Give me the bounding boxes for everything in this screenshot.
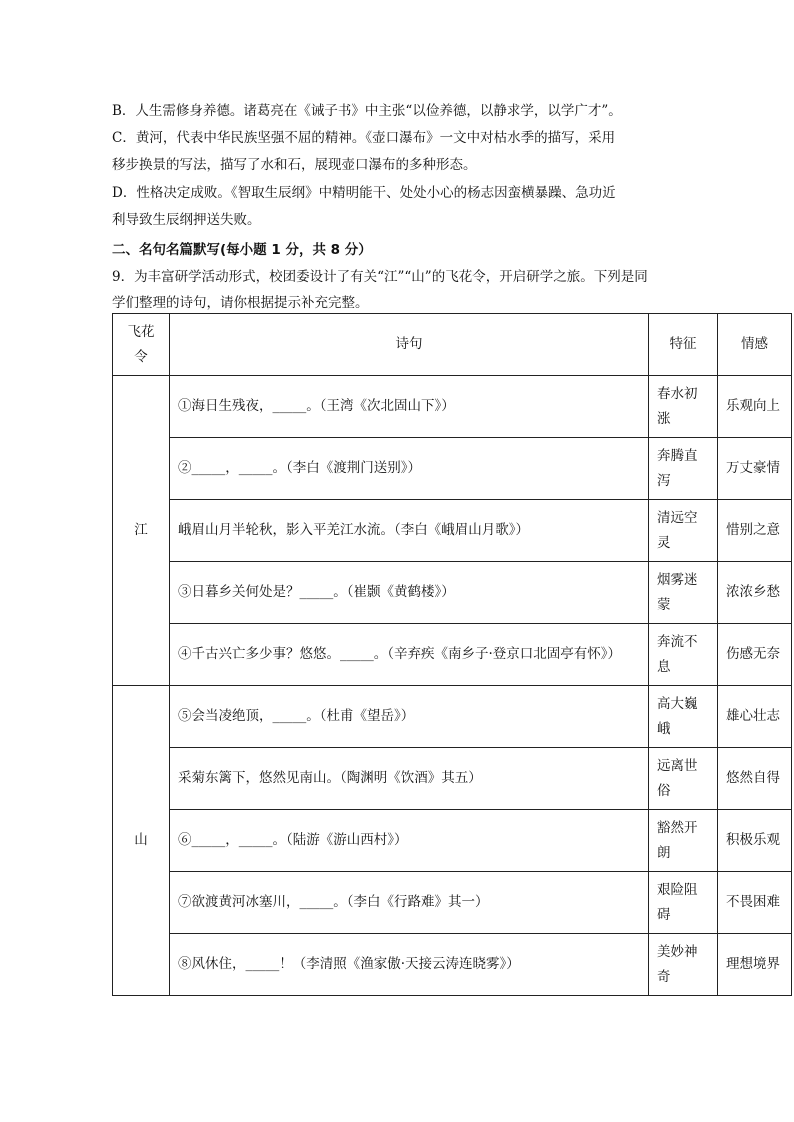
- feature-cell: 豁然开朗: [649, 810, 718, 872]
- option-b-line: B．人生需修身养德。诸葛亮在《诫子书》中主张“以俭养德，以静求学，以学广才”。: [112, 103, 622, 119]
- poem-cell: 峨眉山月半轮秋，影入平羌江水流。（李白《峨眉山月歌》）: [170, 500, 649, 562]
- option-c-line-2: 移步换景的写法，描写了水和石，展现壶口瀑布的多种形态。: [112, 157, 477, 173]
- header-feature: 特征: [649, 314, 718, 376]
- group-key-jiang: 江: [113, 376, 170, 686]
- emotion-cell: 雄心壮志: [718, 686, 792, 748]
- table-row: [113, 810, 792, 872]
- header-emotion: 情感: [718, 314, 792, 376]
- table-row: [113, 748, 792, 810]
- table-row: [113, 562, 792, 624]
- emotion-cell: 不畏困难: [718, 872, 792, 934]
- poem-cell: ⑦欲渡黄河冰塞川，_____。（李白《行路难》其一）: [170, 872, 649, 934]
- group-key-shan: 山: [113, 686, 170, 996]
- table-row: [113, 500, 792, 562]
- option-d-line-1: D．性格决定成败。《智取生辰纲》中精明能干、处处小心的杨志因蛮横暴躁、急功近: [112, 185, 616, 201]
- section-title: 二、名句名篇默写(每小题 1 分，共 8 分）: [112, 242, 372, 258]
- feature-cell: 奔腾直泻: [649, 438, 718, 500]
- emotion-cell: 万丈豪情: [718, 438, 792, 500]
- feature-cell: 烟雾迷蒙: [649, 562, 718, 624]
- question-line-1: 9．为丰富研学活动形式，校团委设计了有关“江”“山”的飞花令，开启研学之旅。下列是同: [112, 269, 648, 285]
- poem-cell: ②_____，_____。（李白《渡荆门送别》）: [170, 438, 649, 500]
- poem-cell: ⑧风休住，_____！（李清照《渔家傲·天接云涛连晓雾》）: [170, 934, 649, 996]
- table-row: [113, 376, 792, 438]
- table-row: [113, 686, 792, 748]
- emotion-cell: 浓浓乡愁: [718, 562, 792, 624]
- emotion-cell: 悠然自得: [718, 748, 792, 810]
- feature-cell: 艰险阻碍: [649, 872, 718, 934]
- poem-table: [112, 313, 792, 996]
- option-c-line-1: C．黄河，代表中华民族坚强不屈的精神。《壶口瀑布》一文中对枯水季的描写，采用: [112, 130, 616, 146]
- table-row: [113, 934, 792, 996]
- option-d-line-2: 利导致生辰纲押送失败。: [112, 212, 261, 228]
- feature-cell: 高大巍峨: [649, 686, 718, 748]
- poem-cell: 采菊东篱下，悠然见南山。（陶渊明《饮酒》其五）: [170, 748, 649, 810]
- poem-cell: ⑥_____，_____。（陆游《游山西村》）: [170, 810, 649, 872]
- poem-cell: ⑤会当凌绝顶，_____。（杜甫《望岳》）: [170, 686, 649, 748]
- feature-cell: 奔流不息: [649, 624, 718, 686]
- feature-cell: 春水初涨: [649, 376, 718, 438]
- feature-cell: 远离世俗: [649, 748, 718, 810]
- emotion-cell: 理想境界: [718, 934, 792, 996]
- emotion-cell: 惜别之意: [718, 500, 792, 562]
- header-poem: 诗句: [170, 314, 649, 376]
- emotion-cell: 伤感无奈: [718, 624, 792, 686]
- header-feihualing: 飞花令: [113, 314, 170, 376]
- emotion-cell: 积极乐观: [718, 810, 792, 872]
- question-line-2: 学们整理的诗句，请你根据提示补充完整。: [112, 295, 369, 311]
- feature-cell: 美妙神奇: [649, 934, 718, 996]
- poem-cell: ①海日生残夜，_____。（王湾《次北固山下》）: [170, 376, 649, 438]
- feature-cell: 清远空灵: [649, 500, 718, 562]
- poem-cell: ④千古兴亡多少事？悠悠。_____。（辛弃疾《南乡子·登京口北固亭有怀》）: [170, 624, 649, 686]
- table-row: [113, 438, 792, 500]
- poem-cell: ③日暮乡关何处是？_____。（崔颢《黄鹤楼》）: [170, 562, 649, 624]
- table-row: [113, 872, 792, 934]
- table-header-row: [113, 314, 792, 376]
- emotion-cell: 乐观向上: [718, 376, 792, 438]
- table-row: [113, 624, 792, 686]
